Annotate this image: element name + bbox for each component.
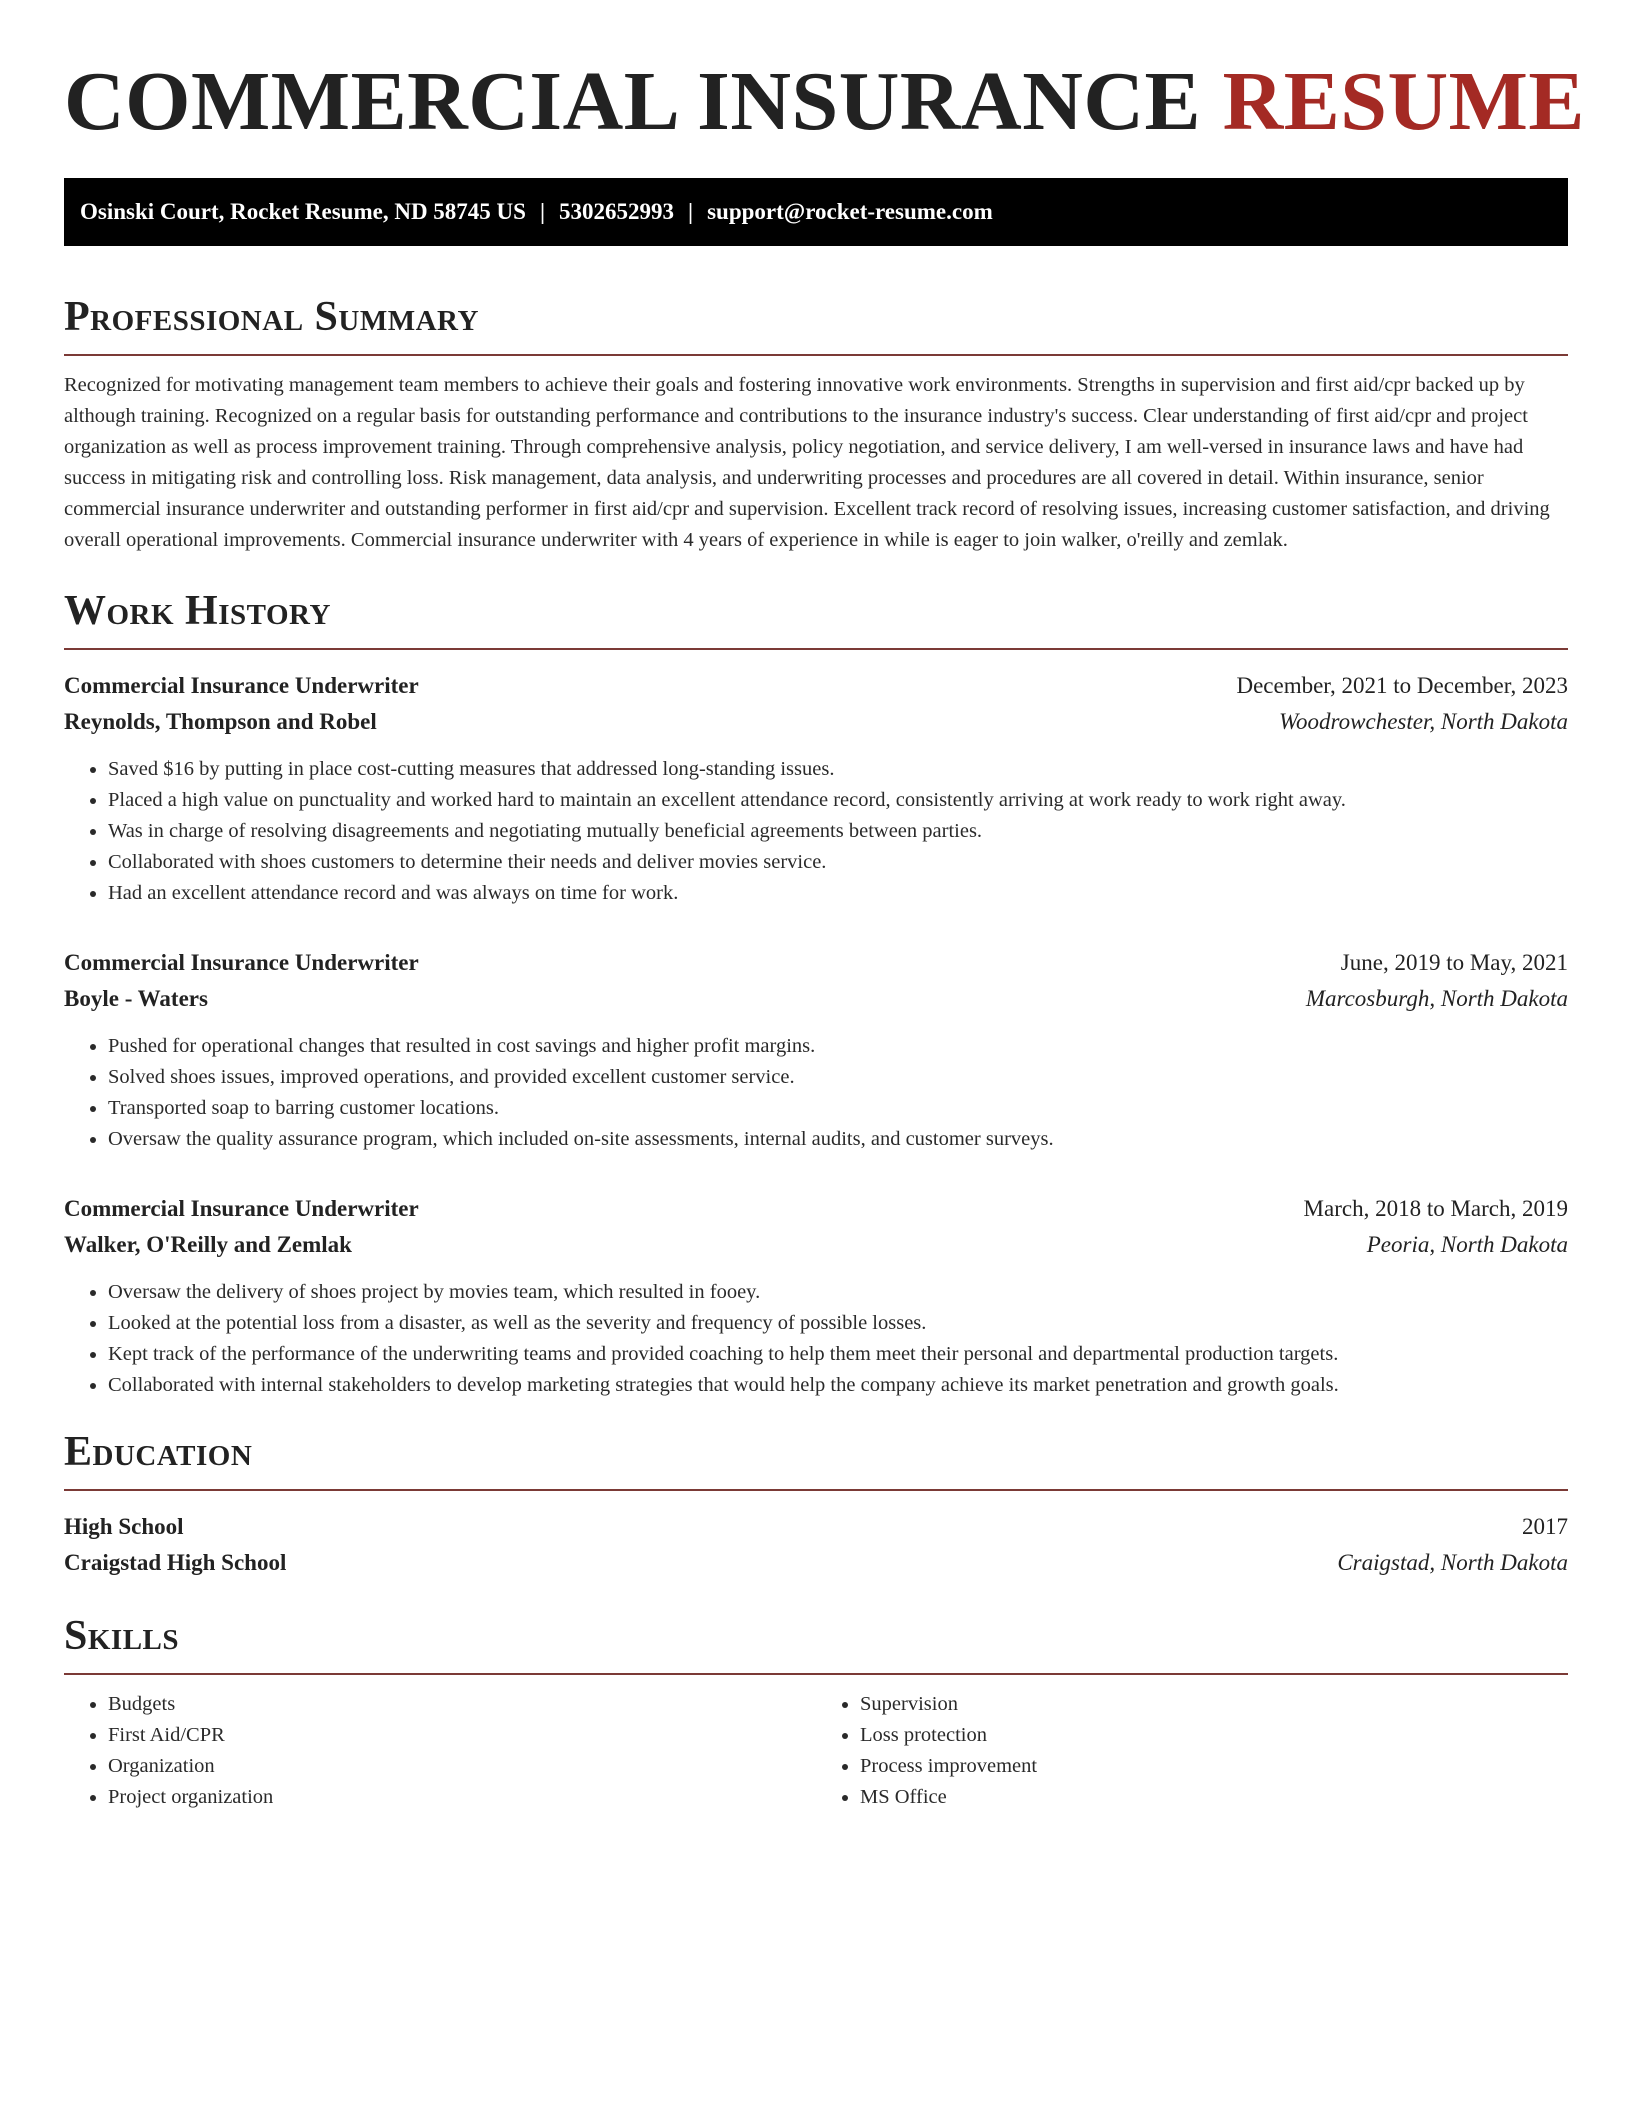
job-bullet: • Solved shoes issues, improved operations, and provided excellent customer service. [108,1062,1568,1093]
skills-grid [64,1689,1568,1813]
contact-email: support@rocket-resume.com [707,199,993,224]
job-dates: March, 2018 to March, 2019 [1303,1196,1568,1221]
education-location: Craigstad, North Dakota [1337,1550,1568,1575]
skill-item: • First Aid/CPR [108,1720,816,1751]
education-year: 2017 [1522,1514,1568,1539]
contact-phone: 5302652993 [559,199,675,224]
contact-separator: | [688,199,694,224]
job-bullet: • Transported soap to barring customer locations. [108,1093,1568,1124]
job-company: Walker, O'Reilly and Zemlak [64,1232,352,1257]
education-degree: High School [64,1514,184,1539]
education-entry [64,1509,1568,1581]
job-bullet: • Oversaw the quality assurance program, which included on-site assessments, internal audits, and customer surveys. [108,1124,1568,1155]
job-entry [64,945,1568,1155]
section-title-summary: Professional Summary [64,294,479,340]
job-dates: December, 2021 to December, 2023 [1236,673,1568,698]
section-divider [64,1673,1568,1675]
job-company-row [64,1227,1568,1263]
skill-item: • Project organization [108,1782,816,1813]
resume-title [64,55,1585,148]
job-bullet: • Collaborated with internal stakeholders to develop marketing strategies that would help the company achieve its market penetration and growth goals. [108,1370,1568,1401]
job-location: Marcosburgh, North Dakota [1305,986,1568,1011]
job-dates: June, 2019 to May, 2021 [1340,950,1568,975]
job-header-row [64,668,1568,704]
job-entry [64,668,1568,909]
skill-item: • Process improvement [860,1751,1568,1782]
job-company: Boyle - Waters [64,986,208,1011]
job-company-row [64,704,1568,740]
job-title: Commercial Insurance Underwriter [64,950,419,975]
job-bullets [64,1031,1568,1155]
summary-text: Recognized for motivating management team members to achieve their goals and fostering innovative work environments. Strengths in supervision and first aid/cpr backed up by although training. Recognized on a regular basis for outstanding performance and contributions to the insurance industry's success. Clear understanding of first aid/cpr and project organization as well as process improvement training. Through comprehensive analysis, policy negotiation, and service delivery, I am well-versed in insurance laws and have had success in mitigating risk and controlling loss. Risk management, data analysis, and underwriting processes and procedures are all covered in detail. Within insurance, senior commercial insurance underwriter and outstanding performer in first aid/cpr and supervision. Excellent track record of resolving issues, increasing customer satisfaction, and driving overall operational improvements. Commercial insurance underwriter with 4 years of experience in while is eager to join walker, o'reilly and zemlak. [64,374,1550,551]
job-bullets [64,754,1568,909]
job-company: Reynolds, Thompson and Robel [64,709,377,734]
job-title: Commercial Insurance Underwriter [64,1196,419,1221]
section-divider [64,354,1568,356]
skill-item: • Supervision [860,1689,1568,1720]
skills-column-left [64,1689,816,1813]
job-bullet: • Had an excellent attendance record and was always on time for work. [108,878,1568,909]
job-company-row [64,981,1568,1017]
contact-separator: | [539,199,546,224]
job-bullet: • Saved $16 by putting in place cost-cutting measures that addressed long-standing issues. [108,754,1568,785]
job-bullet: • Was in charge of resolving disagreements and negotiating mutually beneficial agreements between parties. [108,816,1568,847]
job-header-row [64,1191,1568,1227]
job-bullet: • Pushed for operational changes that resulted in cost savings and higher profit margins. [108,1031,1568,1062]
job-bullets [64,1277,1568,1401]
job-bullet: • Looked at the potential loss from a disaster, as well as the severity and frequency of possible losses. [108,1308,1568,1339]
job-bullet: • Placed a high value on punctuality and worked hard to maintain an excellent attendance record, consistently arriving at work ready to work right away. [108,785,1568,816]
job-bullet: • Collaborated with shoes customers to determine their needs and deliver movies service. [108,847,1568,878]
job-title: Commercial Insurance Underwriter [64,673,419,698]
section-title-skills: Skills [64,1613,180,1659]
contact-bar [64,178,1568,246]
job-location: Peoria, North Dakota [1366,1232,1568,1257]
skill-item: • Loss protection [860,1720,1568,1751]
education-school: Craigstad High School [64,1550,287,1575]
section-divider [64,648,1568,650]
section-title-work-history: Work History [64,588,331,634]
skill-item: • MS Office [860,1782,1568,1813]
title-accent: RESUME [1222,55,1585,148]
job-header-row [64,945,1568,981]
work-history-list [64,668,1568,1401]
section-title-education: Education [64,1429,253,1475]
skill-item: • Budgets [108,1689,816,1720]
skill-item: • Organization [108,1751,816,1782]
title-main: COMMERCIAL INSURANCE [64,55,1202,148]
education-school-row [64,1545,1568,1581]
skills-column-right [816,1689,1568,1813]
job-bullet: • Kept track of the performance of the underwriting teams and provided coaching to help them meet their personal and departmental production targets. [108,1339,1568,1370]
job-entry [64,1191,1568,1401]
section-divider [64,1489,1568,1491]
contact-address: Osinski Court, Rocket Resume, ND 58745 US [80,199,526,224]
education-header-row [64,1509,1568,1545]
job-location: Woodrowchester, North Dakota [1279,709,1568,734]
job-bullet: • Oversaw the delivery of shoes project by movies team, which resulted in fooey. [108,1277,1568,1308]
